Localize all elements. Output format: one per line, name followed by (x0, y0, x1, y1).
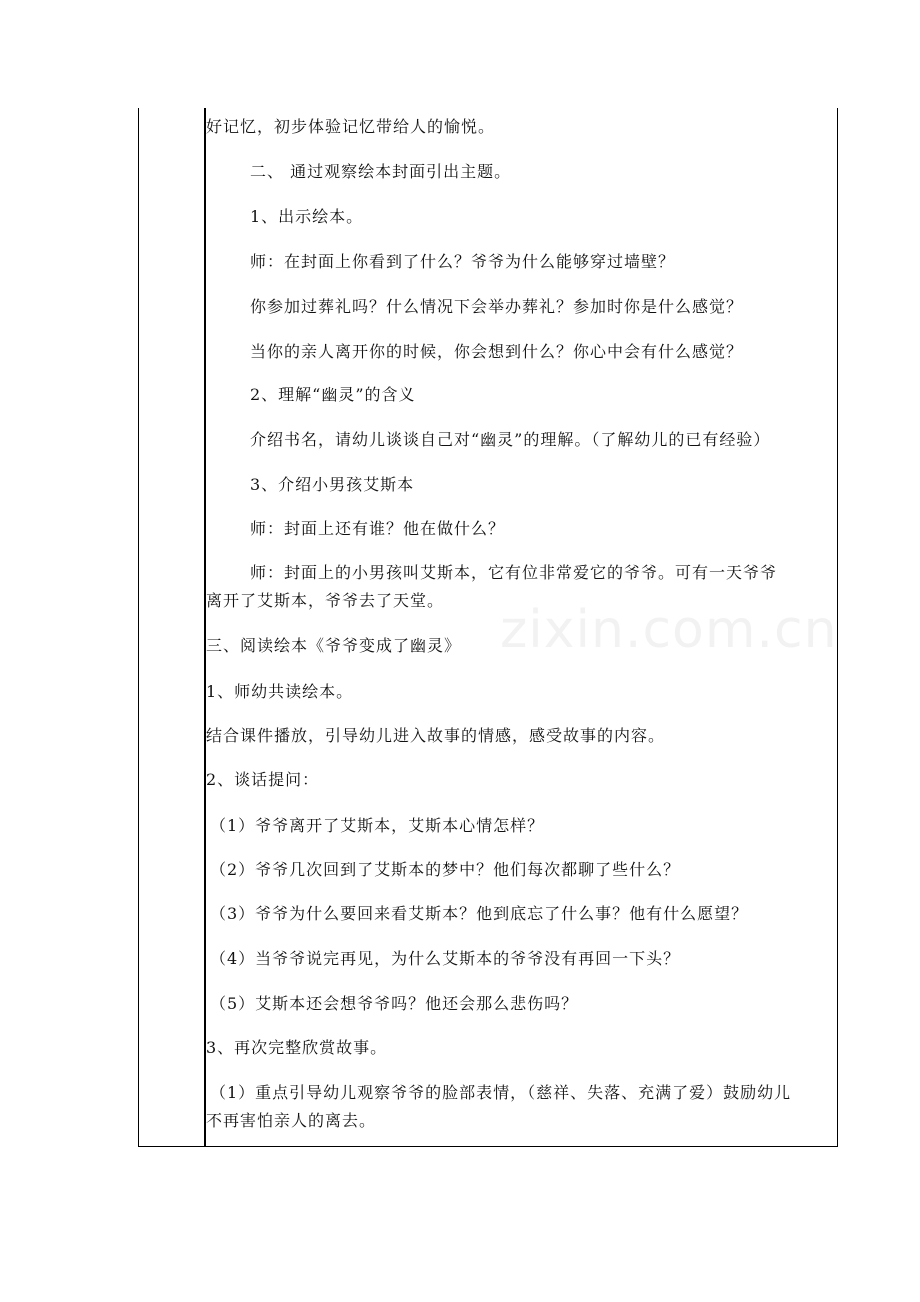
text-line: 好记忆，初步体验记忆带给人的愉悦。 (206, 117, 496, 136)
text-line: 当你的亲人离开你的时候，你会想到什么？你心中会有什么感觉？ (250, 342, 744, 361)
text-line: 师：在封面上你看到了什么？爷爷为什么能够穿过墙壁？ (250, 252, 676, 271)
text-line: 1、出示绘本。 (250, 207, 364, 226)
text-line: 介绍书名，请幼儿谈谈自己对“幽灵”的理解。（了解幼儿的已有经验） (250, 430, 771, 449)
question-item: （4）当爷爷说完再见，为什么艾斯本的爷爷没有再回一下头？ (210, 949, 681, 968)
question-item: （5）艾斯本还会想爷爷吗？他还会那么悲伤吗？ (210, 994, 579, 1013)
column-divider (204, 108, 206, 1147)
text-line: 1、师幼共读绘本。 (206, 682, 354, 701)
text-line: 你参加过葬礼吗？什么情况下会举办葬礼？参加时你是什么感觉？ (250, 297, 744, 316)
text-line: 不再害怕亲人的离去。 (206, 1111, 377, 1130)
text-line: 师：封面上还有谁？他在做什么？ (250, 519, 506, 538)
text-line: （1）重点引导幼儿观察爷爷的脸部表情，（慈祥、失落、充满了爱）鼓励幼儿 (210, 1083, 792, 1102)
watermark: zixin.com.cn (500, 600, 838, 660)
text-line: 结合课件播放，引导幼儿进入故事的情感，感受故事的内容。 (206, 726, 666, 745)
section-heading: 三、阅读绘本《爷爷变成了幽灵》 (206, 636, 462, 655)
text-line: 2、理解“幽灵”的含义 (250, 385, 416, 404)
section-heading: 二、 通过观察绘本封面引出主题。 (250, 162, 512, 181)
text-line: 离开了艾斯本，爷爷去了天堂。 (206, 591, 445, 610)
text-line: 3、再次完整欣赏故事。 (206, 1038, 388, 1057)
question-item: （1）爷爷离开了艾斯本，艾斯本心情怎样？ (210, 816, 545, 835)
text-line: 2、谈话提问： (206, 770, 320, 789)
question-item: （3）爷爷为什么要回来看艾斯本？他到底忘了什么事？他有什么愿望？ (210, 904, 749, 923)
question-item: （2）爷爷几次回到了艾斯本的梦中？他们每次都聊了些什么？ (210, 860, 681, 879)
text-line: 师：封面上的小男孩叫艾斯本，它有位非常爱它的爷爷。可有一天爷爷 (250, 563, 778, 582)
text-line: 3、介绍小男孩艾斯本 (250, 475, 415, 494)
